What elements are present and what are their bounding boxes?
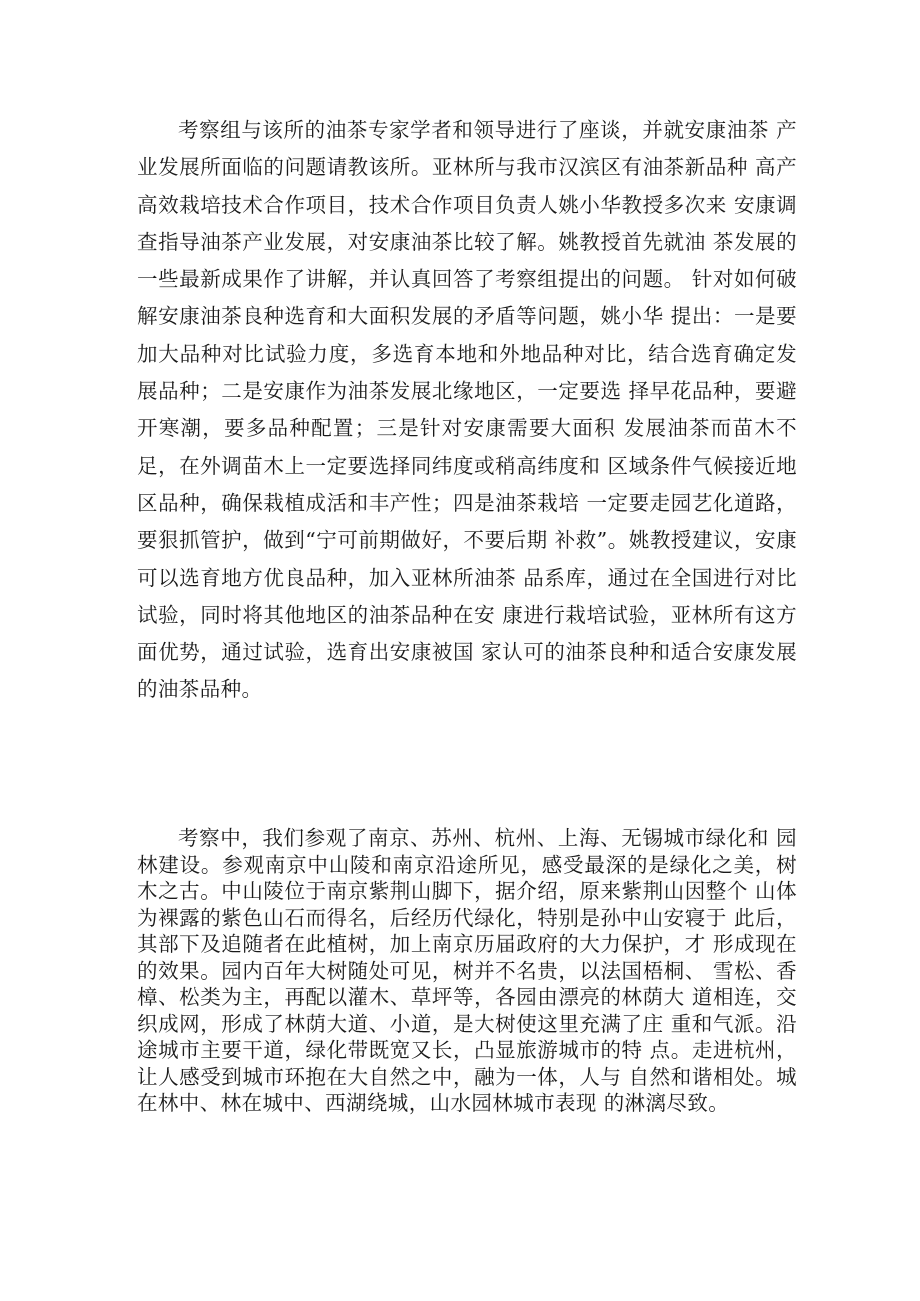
- paragraph-urban-greening-visit: 考察中，我们参观了南京、苏州、杭州、上海、无锡城市绿化和 园林建设。参观南京中山陵和南京沿途所见，感受最深的是绿化之美，树木之古。中山陵位于南京紫荆山脚下，据介绍，原来紫荆山因整个 山体为裸露的紫色山石而得名，后经历代绿化，特别是孙中山安寝于 此后，其部下及追随者在此植树，加上南京历届政府的大力保护，才 形成现在的效果。园内百年大树随处可见，树并不名贵，以法国梧桐、 雪松、香樟、松类为主，再配以灌木、草坪等，各园由漂亮的林荫大 道相连，交织成网，形成了林荫大道、小道，是大树使这里充满了庄 重和气派。沿途城市主要干道，绿化带既宽又长，凸显旅游城市的特 点。走进杭州，让人感受到城市环抱在大自然之中，融为一体，人与 自然和谐相处。城在林中、林在城中、西湖绕城，山水园林城市表现 的淋漓尽致。: [137, 826, 797, 1115]
- paragraph-oil-tea-consultation: 考察组与该所的油茶专家学者和领导进行了座谈，并就安康油茶 产业发展所面临的问题请教该所。亚林所与我市汉滨区有油茶新品种 高产高效栽培技术合作项目，技术合作项目负责人姚小华教授多次来 安康调查指导油茶产业发展，对安康油茶比较了解。姚教授首先就油 茶发展的一些最新成果作了讲解，并认真回答了考察组提出的问题。 针对如何破解安康油茶良种选育和大面积发展的矛盾等问题，姚小华 提出：一是要加大品种对比试验力度，多选育本地和外地品种对比，结合选育确定发展品种；二是安康作为油茶发展北缘地区，一定要选 择早花品种，要避开寒潮，要多品种配置；三是针对安康需要大面积 发展油茶而苗木不足，在外调苗木上一定要选择同纬度或稍高纬度和 区域条件气候接近地区品种，确保栽植成活和丰产性；四是油茶栽培 一定要走园艺化道路，要狠抓管护，做到“宁可前期做好，不要后期 补救”。姚教授建议，安康可以选育地方优良品种，加入亚林所油茶 品系库，通过在全国进行对比试验，同时将其他地区的油茶品种在安 康进行栽培试验，亚林所有这方面优势，通过试验，选育出安康被国 家认可的油茶良种和适合安康发展的油茶品种。: [137, 118, 797, 702]
